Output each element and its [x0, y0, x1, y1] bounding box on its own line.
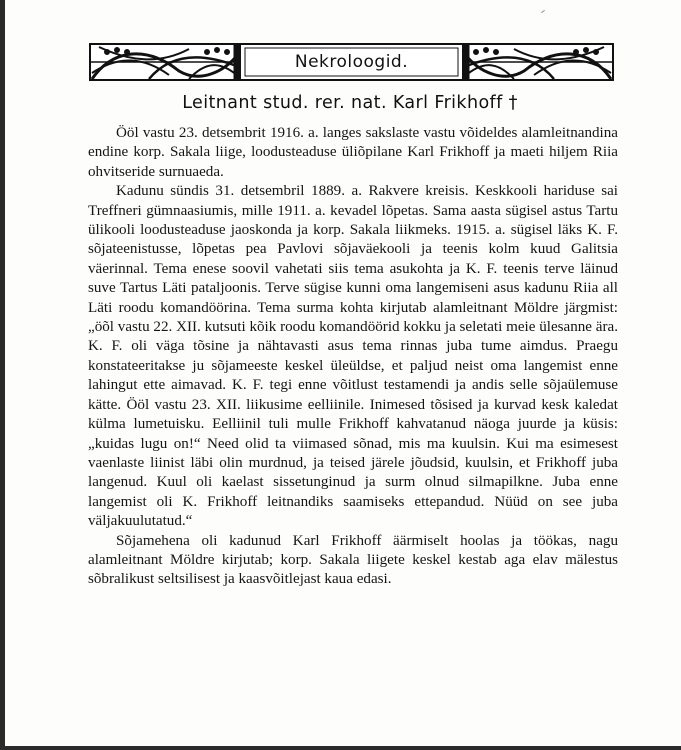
section-banner — [89, 43, 614, 81]
paragraph: Kadunu sündis 31. detsembril 1889. a. Rakvere kreisis. Keskkooli hariduse sai Treffneri gümnaasiumis, mille 1911. a. kevadel lõpetas. Sama aasta sügisel astus Tartu ülikooli loodusteaduse jaoskonda ja korp. Sakala liikmeks. 1915. a. sügisel läks K. F. sõjateenistusse, lõpetas pea Pavlovi sõjaväekooli ja teenis kolm kuud Galitsia väerinnal. Tema enese soovil vahetati siis tema asukohta ja K. F. teenis terve läinud suve Tartus Läti pataljoonis. Terve sügise kunni oma langemiseni asus kadunu Riia all Läti roodu komandöörina. Tema surma kohta kirjutab alamleitnant Möldre järgmist: „öõl vastu 22. XII. kutsuti kõik roodu komandöörid kokku ja seletati meie ülesanne ära. K. F. oli väga tõsine ja nähtavasti asus tema rinnas juba tume aimdus. Praegu konstateeritakse ju sõjameeste keskel üleüldse, et paljud neist oma langemist enne lahingut ette aimavad. K. F. tegi enne võitlust testamendi ja andis selle sõjaülemuse kätte. Ööl vastu 23. XII. liikusime eelliinile. Inimesed tõsised ja kurvad kesk kaledat külma lumetuisku. Eelliinil tuli mulle Frikhoff kahvatanud näoga juurde ja küsis: „kuidas lugu on!“ Need olid ta viimased sõnad, mis ma kuulsin. Kui ma esimesest vaenlaste liinist läbi olin murdnud, ja teised järele jõudsid, kuulsin, et Frikhoff juba langenud. Kuul oli kaelast sissetunginud ja surm olnud silmapilkne. Juba enne langemist oli K. Frikhoff leitnandiks saamiseks ettepandud. Nüüd on see juba väljakuulutatud.“ — [88, 183, 618, 530]
scan-edge-left — [0, 0, 5, 750]
paragraph: Ööl vastu 23. detsembrit 1916. a. langes sakslaste vastu võideldes alamleitnandina endine korp. Sakala liige, loodusteaduse üliõpilane Karl Frikhoff ja maeti hiljem Riia ohvitseride surnuaeda. — [88, 125, 618, 180]
left-ornament — [90, 44, 240, 80]
stray-mark — [541, 10, 545, 13]
article-body — [88, 124, 618, 590]
section-title: Nekroloogid. — [294, 52, 409, 72]
right-ornament — [463, 44, 613, 80]
paragraph: Sõjamehena oli kadunud Karl Frikhoff äärmiselt hoolas ja töökas, nagu alamleitnant Möldre kirjutab; korp. Sakala liigete keskel kestab aga elav mälestus sõbralikust seltsilisest ja kaasvõitlejast kaua edasi. — [88, 532, 618, 588]
scan-edge-bottom — [0, 746, 681, 750]
article-title: Leitnant stud. rer. nat. Karl Frikhoff † — [182, 93, 518, 113]
